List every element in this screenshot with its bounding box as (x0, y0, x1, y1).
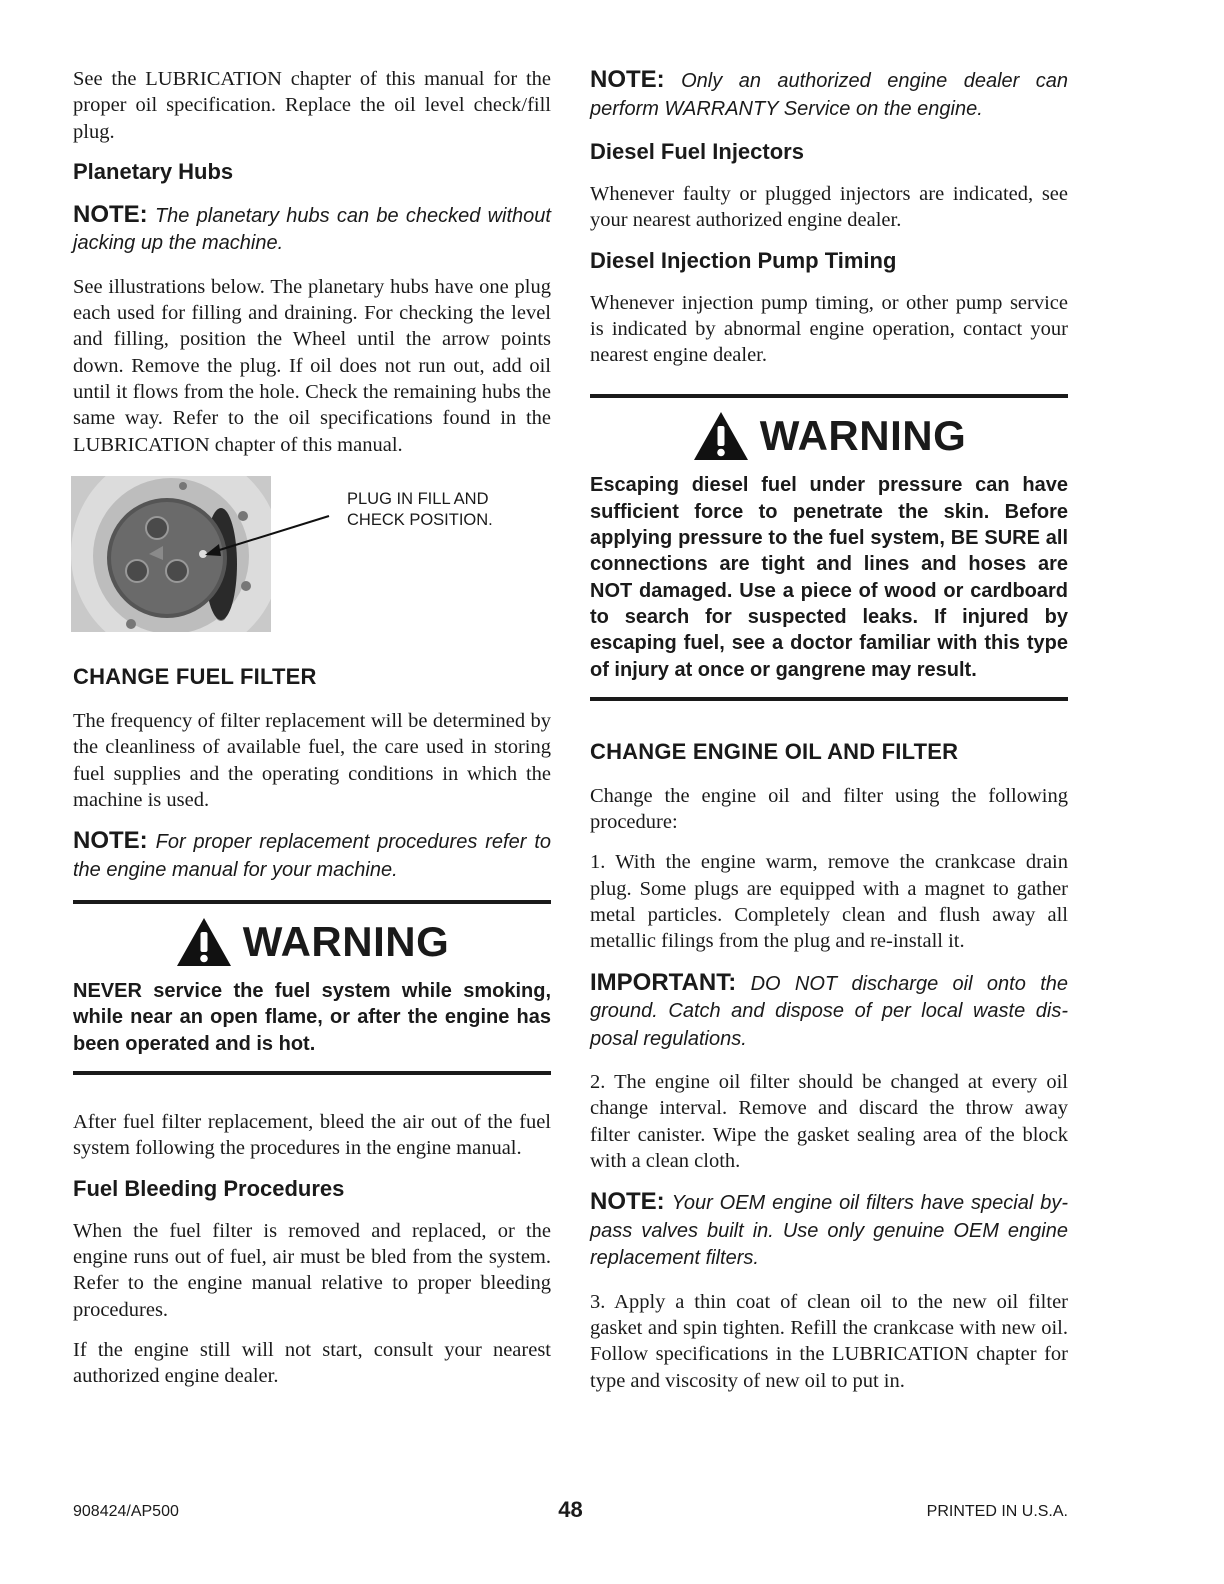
warning-header (73, 916, 551, 968)
fuel-filter-paragraph: The frequency of filter replacement will be determined by the cleanliness of available fuel, the care used in storing fuel supplies and the operating conditions in which the machine is used. (73, 709, 551, 811)
left-column (73, 66, 551, 1403)
warning-header (590, 410, 1068, 462)
printed-in-label: PRINTED IN U.S.A. (926, 1503, 1068, 1520)
change-engine-oil-heading: CHANGE ENGINE OIL AND FILTER (590, 738, 959, 764)
intro-paragraph: See the LUBRICATION chapter of this manual for the proper oil specification. Replace the oil level check/fill plug. (73, 68, 551, 143)
warning-triangle-icon (692, 410, 750, 462)
injectors-paragraph: Whenever faulty or plugged injectors are indicated, see your nearest authorized engine dealer. (590, 183, 1068, 232)
engine-oil-step-3: 3. Apply a thin coat of clean oil to the new oil filter gasket and spin tighten. Refill the crankcase with new oil. Follow specifications in the LUBRICATION chapter for type and viscosity of new oil to put in. (590, 1290, 1068, 1392)
diesel-fuel-injectors-heading: Diesel Fuel Injectors (590, 139, 804, 164)
planetary-paragraph: See illustrations below. The planetary hubs have one plug each used for filling and draining. For checking the level and filling, position the Wheel until the arrow points down. Remove the plug. If oil does not run out, add oil until it flows from the hole. Check the remaining hubs the same way. Refer to the oil specifications found in the LUBRICATION chapter of this manual. (73, 275, 551, 456)
fuel-filter-note (73, 827, 551, 884)
warning-title: WARNING (759, 412, 967, 460)
page-footer (73, 1499, 1068, 1529)
note-label: NOTE: (590, 66, 665, 93)
engine-oil-step-1: 1. With the engine warm, remove the crankcase drain plug. Some plugs are equipped with a magnet to gather metal particles. Completely clean and flush away all metallic filings from the plug and re-install it. (590, 851, 1068, 953)
diesel-fuel-warning-box (590, 394, 1068, 700)
planetary-hub-figure (71, 476, 551, 634)
planetary-note (73, 201, 551, 258)
important-text: DO NOT discharge oil onto the ground. Catch and dispose of per local waste disposal regulations. (590, 972, 1068, 1050)
note-label: NOTE: (73, 827, 148, 855)
note-text: For proper replacement procedures refer to the engine manual for your machine. (73, 831, 551, 881)
warranty-note (590, 66, 1068, 123)
pump-timing-heading: Diesel Injection Pump Timing (590, 247, 897, 273)
bleeding-paragraph-2: If the engine still will not start, consult your nearest authorized engine dealer. (73, 1338, 551, 1388)
pump-timing-paragraph: Whenever injection pump timing, or other pump service is indicated by abnormal engine operation, contact your nearest engine dealer. (590, 291, 1068, 367)
planetary-hubs-heading: Planetary Hubs (73, 158, 234, 184)
important-label: IMPORTANT: (590, 968, 737, 996)
after-replacement-paragraph: After fuel filter replacement, bleed the air out of the fuel system following the procedures in the engine manual. (73, 1111, 551, 1160)
engine-oil-intro: Change the engine oil and filter using the following procedure: (590, 784, 1068, 834)
change-fuel-filter-heading: CHANGE FUEL FILTER (73, 663, 317, 689)
page-number: 48 (558, 1497, 583, 1522)
planetary-hub-photo (71, 476, 271, 632)
fuel-system-warning-box (73, 900, 551, 1075)
note-text: The planetary hubs can be checked without jacking up the machine. (73, 204, 551, 255)
warning-title: WARNING (242, 918, 450, 966)
right-column (590, 66, 1068, 1408)
note-text: Your OEM engine oil filters have special by-pass valves built in. Use only genuine OEM engine replacement filters. (590, 1192, 1068, 1270)
document-number: 908424/AP500 (73, 1503, 179, 1520)
bleeding-paragraph-1: When the fuel filter is removed and replaced, or the engine runs out of fuel, air must be bled from the system. Refer to the engine manual relative to proper bleeding procedures. (73, 1219, 551, 1321)
engine-oil-step-2: 2. The engine oil filter should be changed at every oil change interval. Remove and discard the throw away filter canister. Wipe the gasket sealing area of the block with a clean cloth. (590, 1071, 1068, 1173)
warning-text: NEVER service the fuel system while smoking, while near an open flame, or after the engine has been operated and is hot. (73, 980, 551, 1055)
note-text: Only an authorized engine dealer can perform WARRANTY Service on the engine. (590, 70, 1069, 120)
fuel-bleeding-heading: Fuel Bleeding Procedures (73, 1175, 345, 1201)
important-note (590, 969, 1068, 1054)
figure-callout-label: PLUG IN FILL AND CHECK POSITION. (347, 489, 493, 529)
warning-text: Escaping diesel fuel under pressure can have sufficient force to penetrate the skin. Before applying pressure to the fuel system, BE SURE all connections are tight and lines and hoses are NOT damaged. Use a piece of wood or cardboard to search for suspected leaks. If injured by escaping fuel, see a doctor familiar with this type of injury at once or gangrene may result. (590, 474, 1068, 681)
oem-filter-note (590, 1188, 1068, 1273)
warning-triangle-icon (175, 916, 233, 968)
note-label: NOTE: (73, 200, 148, 228)
note-label: NOTE: (590, 1188, 665, 1216)
